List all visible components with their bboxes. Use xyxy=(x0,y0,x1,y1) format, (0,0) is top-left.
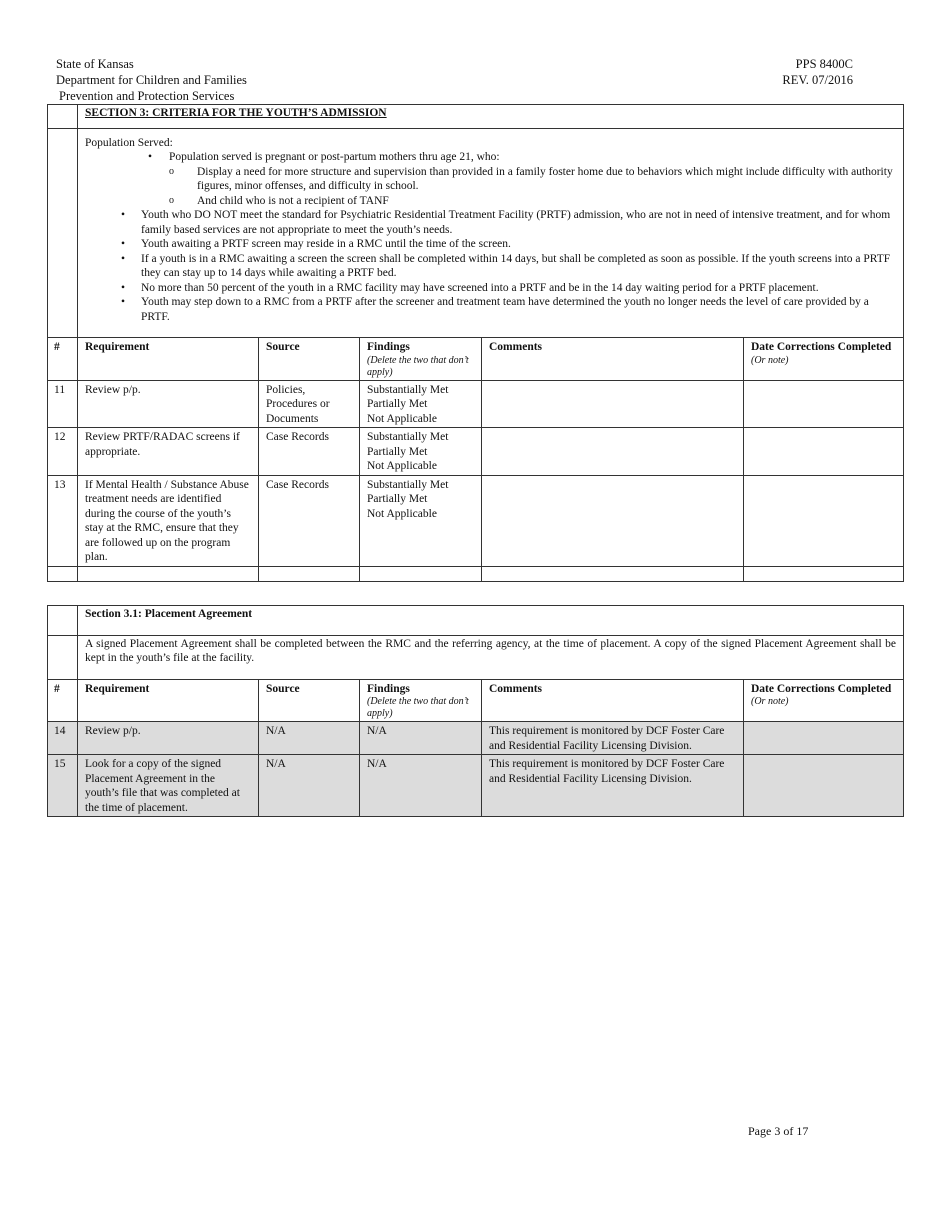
population-sub-item: o And child who is not a recipient of TANF xyxy=(85,194,896,209)
finding-option: Partially Met xyxy=(367,445,428,458)
section-3-1-title: Section 3.1: Placement Agreement xyxy=(78,606,904,636)
date-header-label: Date Corrections Completed xyxy=(751,341,892,353)
row-date-field xyxy=(744,755,904,817)
agency-state: State of Kansas xyxy=(56,57,134,71)
row-comments: This requirement is monitored by DCF Foster Care and Residential Facility Licensing Division. xyxy=(482,755,744,817)
row-comments: This requirement is monitored by DCF Foster Care and Residential Facility Licensing Division. xyxy=(482,722,744,755)
row-source: Policies, Procedures or Documents xyxy=(259,380,360,428)
row-source: Case Records xyxy=(259,475,360,566)
row-source: Case Records xyxy=(259,428,360,476)
blank-cell xyxy=(78,566,259,581)
blank-cell xyxy=(744,566,904,581)
table-row xyxy=(48,722,904,755)
finding-option: Not Applicable xyxy=(367,507,437,520)
col-requirement-header: Requirement xyxy=(78,679,259,722)
population-sub-item: o Display a need for more structure and supervision than provided in a family foster home due to behaviors which might include difficulty with authority figures, minor offenses, and difficulty in school. xyxy=(85,165,896,194)
col-date-header xyxy=(744,679,904,722)
row-findings[interactable] xyxy=(360,380,482,428)
population-bullet: • Population served is pregnant or post-partum mothers thru age 21, who: xyxy=(85,150,896,165)
row-findings: N/A xyxy=(360,722,482,755)
row-findings[interactable] xyxy=(360,475,482,566)
section-3-title: SECTION 3: CRITERIA FOR THE YOUTH’S ADMISSION xyxy=(78,105,904,129)
population-label: Population Served: xyxy=(85,136,173,149)
row-comments-field[interactable] xyxy=(482,380,744,428)
col-requirement-header: Requirement xyxy=(78,338,259,381)
table-header-row xyxy=(48,338,904,381)
col-num-header: # xyxy=(48,679,78,722)
finding-option: Not Applicable xyxy=(367,460,437,472)
agency-header xyxy=(56,56,247,104)
col-findings-header xyxy=(360,338,482,381)
row-num: 15 xyxy=(48,755,78,817)
blank-cell xyxy=(48,566,78,581)
row-num: 13 xyxy=(48,475,78,566)
blank-cell xyxy=(48,105,78,129)
section-3-table xyxy=(47,104,904,582)
row-date-field[interactable] xyxy=(744,428,904,476)
criteria-bullet: • No more than 50 percent of the youth in a RMC facility may have screened into a PRTF and be in the 14 day waiting period for a PRTF placement. xyxy=(85,281,896,296)
row-source: N/A xyxy=(259,722,360,755)
blank-cell xyxy=(48,606,78,636)
table-row xyxy=(48,380,904,428)
row-date-field[interactable] xyxy=(744,475,904,566)
table-row xyxy=(48,755,904,817)
row-num: 12 xyxy=(48,428,78,476)
row-source: N/A xyxy=(259,755,360,817)
row-requirement: Review p/p. xyxy=(78,380,259,428)
findings-header-label: Findings xyxy=(367,341,410,353)
row-num: 11 xyxy=(48,380,78,428)
row-requirement: Look for a copy of the signed Placement Agreement in the youth’s file that was completed at the time of placement. xyxy=(78,755,259,817)
blank-cell xyxy=(259,566,360,581)
finding-option: Not Applicable xyxy=(367,412,437,425)
findings-header-note: (Delete the two that don’t apply) xyxy=(367,354,469,378)
col-comments-header: Comments xyxy=(482,338,744,381)
criteria-bullet: • Youth awaiting a PRTF screen may reside in a RMC until the time of the screen. xyxy=(85,237,896,252)
section-3-1-table xyxy=(47,605,904,817)
form-number: PPS 8400C xyxy=(795,57,853,71)
findings-header-note: (Delete the two that don’t apply) xyxy=(367,696,469,719)
table-header-row xyxy=(48,679,904,722)
finding-option: Partially Met xyxy=(367,398,428,410)
finding-option: Substantially Met xyxy=(367,478,449,491)
table-row xyxy=(48,475,904,566)
finding-option: Partially Met xyxy=(367,493,428,505)
row-comments-field[interactable] xyxy=(482,428,744,476)
row-num: 14 xyxy=(48,722,78,755)
population-served-block xyxy=(78,128,904,338)
page-number: Page 3 of 17 xyxy=(748,1124,809,1138)
blank-cell xyxy=(360,566,482,581)
criteria-bullet: • Youth who DO NOT meet the standard for Psychiatric Residential Treatment Facility (PRTF) admission, who are not in need of intensive treatment, and for whom family based services are not appropriate to meet the youth’s needs. xyxy=(85,208,896,237)
blank-cell xyxy=(48,128,78,338)
empty-row xyxy=(48,566,904,581)
agency-division: Prevention and Protection Services xyxy=(59,89,235,103)
population-list xyxy=(85,150,896,208)
findings-header-label: Findings xyxy=(367,682,410,695)
row-date-field xyxy=(744,722,904,755)
blank-cell xyxy=(48,635,78,679)
blank-cell xyxy=(482,566,744,581)
col-date-header xyxy=(744,338,904,381)
row-requirement: Review p/p. xyxy=(78,722,259,755)
date-header-note: (Or note) xyxy=(751,696,789,707)
table-row xyxy=(48,428,904,476)
row-requirement: If Mental Health / Substance Abuse treatment needs are identified during the course of the youth’s stay at the RMC, ensure that they are followed up on the program plan. xyxy=(78,475,259,566)
col-source-header: Source xyxy=(259,679,360,722)
col-num-header: # xyxy=(48,338,78,381)
form-id-header xyxy=(773,56,853,88)
row-requirement: Review PRTF/RADAC screens if appropriate. xyxy=(78,428,259,476)
section-3-1-description: A signed Placement Agreement shall be completed between the RMC and the referring agency, at the time of placement. A copy of the signed Placement Agreement shall be kept in the youth’s file at the facility. xyxy=(78,635,904,679)
criteria-bullet: • If a youth is in a RMC awaiting a screen the screen shall be completed within 14 days, but shall be completed as soon as possible. If the youth screens into a PRTF they can stay up to 14 days while awaiting a PRTF bed. xyxy=(85,252,896,281)
col-findings-header xyxy=(360,679,482,722)
date-header-label: Date Corrections Completed xyxy=(751,682,892,695)
date-header-note: (Or note) xyxy=(751,354,789,366)
row-comments-field[interactable] xyxy=(482,475,744,566)
row-findings[interactable] xyxy=(360,428,482,476)
form-revision: REV. 07/2016 xyxy=(782,73,853,87)
row-findings: N/A xyxy=(360,755,482,817)
col-comments-header: Comments xyxy=(482,679,744,722)
criteria-bullet: • Youth may step down to a RMC from a PRTF after the screener and treatment team have determined the youth no longer needs the level of care provided by a PRTF. xyxy=(85,295,896,324)
finding-option: Substantially Met xyxy=(367,383,449,396)
criteria-list xyxy=(85,208,896,324)
finding-option: Substantially Met xyxy=(367,431,449,443)
col-source-header: Source xyxy=(259,338,360,381)
row-date-field[interactable] xyxy=(744,380,904,428)
agency-department: Department for Children and Families xyxy=(56,73,247,87)
